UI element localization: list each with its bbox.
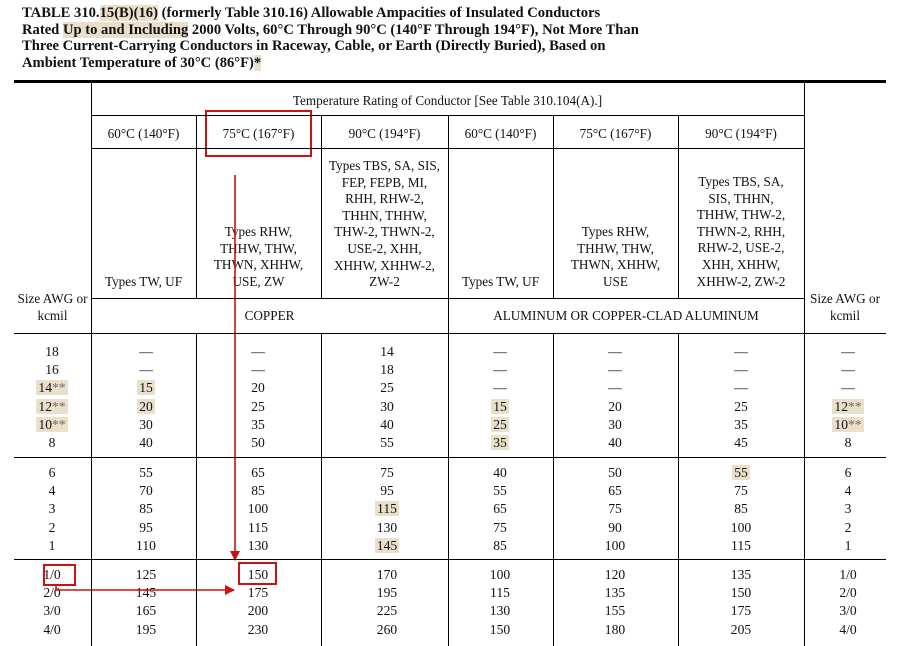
table-cell: 16	[45, 362, 59, 378]
table-cell: 130	[376, 519, 398, 535]
table-cell: 195	[376, 585, 398, 601]
rule-v-body-4	[678, 333, 679, 646]
temp-col-1: 60°C (140°F)	[107, 126, 180, 141]
rule-h-header-bottom	[14, 333, 886, 334]
table-cell: 95	[139, 519, 153, 535]
table-cell: 130	[489, 603, 511, 619]
table-cell: 8	[48, 434, 56, 450]
table-cell: 1	[844, 537, 852, 553]
rule-v-body-3	[553, 333, 554, 646]
table-cell: 150	[489, 621, 511, 637]
table-cell: 95	[380, 483, 394, 499]
temp-col-6: 90°C (194°F)	[705, 126, 777, 141]
table-cell: 85	[734, 501, 748, 517]
table-cell: 225	[376, 603, 398, 619]
table-cell: 6	[844, 465, 852, 480]
table-cell: 35	[251, 416, 265, 432]
table-cell: 165	[135, 603, 157, 619]
size-header-right: Size AWG or kcmil	[810, 291, 880, 323]
aluminum-label: ALUMINUM OR COPPER-CLAD ALUMINUM	[493, 308, 759, 323]
table-cell: —	[493, 380, 507, 396]
table-cell: 20	[251, 380, 265, 396]
rule-v-header-3	[553, 115, 554, 298]
table-cell: 130	[247, 537, 269, 553]
table-cell: 50	[251, 434, 265, 450]
table-cell: —	[734, 380, 748, 396]
table-cell: 1/0	[43, 567, 61, 582]
table-cell: 65	[608, 483, 622, 499]
table-cell: —	[608, 380, 622, 396]
table-cell: 145	[135, 585, 157, 601]
table-cell: 135	[604, 585, 626, 601]
table-cell: 135	[730, 567, 752, 582]
table-cell: 115	[731, 537, 751, 553]
types-col-1: Types TW, UF	[104, 274, 183, 289]
table-cell: 4	[844, 483, 852, 499]
table-cell: 3/0	[839, 603, 857, 619]
table-cell: 2/0	[839, 585, 857, 601]
table-cell: 20	[608, 398, 622, 414]
temp-col-4: 60°C (140°F)	[464, 126, 537, 141]
rule-v-size-left	[91, 83, 92, 646]
table-cell: 14	[380, 344, 394, 359]
table-cell: 110	[136, 537, 156, 553]
table-cell: 4/0	[43, 621, 61, 637]
table-cell: 15	[139, 380, 153, 396]
table-cell: 30	[380, 398, 394, 414]
table-cell: 40	[493, 465, 507, 480]
table-cell: 25	[493, 416, 507, 432]
table-cell: 115	[490, 585, 510, 601]
table-cell: 8	[844, 434, 852, 450]
types-col-2: Types RHW, THHW, THW, THWN, XHHW, USE, ZW	[213, 224, 304, 289]
table-cell: 3	[844, 501, 852, 517]
rule-v-header-1	[321, 115, 322, 298]
table-cell: —	[493, 362, 507, 378]
table-cell: 6	[48, 465, 56, 480]
table-cell: 30	[608, 416, 622, 432]
table-cell: —	[734, 362, 748, 378]
table-cell: 85	[251, 483, 265, 499]
table-cell: 1	[48, 537, 56, 553]
table-cell: 180	[604, 621, 626, 637]
temp-col-5: 75°C (167°F)	[579, 126, 652, 141]
rule-v-header-0	[196, 115, 197, 298]
table-cell: 230	[247, 621, 269, 637]
table-cell: 15	[493, 398, 507, 414]
rule-v-size-right	[804, 83, 805, 646]
table-cell: 115	[248, 519, 268, 535]
table-cell: 55	[734, 465, 748, 480]
table-cell: 100	[730, 519, 752, 535]
table-cell: 145	[376, 537, 398, 553]
table-cell: 2	[844, 519, 852, 535]
table-cell: 25	[251, 398, 265, 414]
table-cell: 170	[376, 567, 398, 582]
table-cell: —	[841, 362, 855, 378]
copper-label: COPPER	[244, 308, 295, 323]
rule-h-temp-rating	[91, 115, 804, 116]
table-cell: 150	[730, 585, 752, 601]
types-col-4: Types TW, UF	[461, 274, 540, 289]
temp-col-3: 90°C (194°F)	[348, 126, 421, 141]
table-cell: 55	[139, 465, 153, 480]
table-cell: 14**	[38, 380, 66, 396]
table-cell: 200	[247, 603, 269, 619]
table-cell: 175	[730, 603, 752, 619]
table-cell: —	[139, 344, 153, 359]
table-cell: 65	[251, 465, 265, 480]
rule-v-body-0	[196, 333, 197, 646]
table-cell: 100	[604, 537, 626, 553]
table-cell: 55	[493, 483, 507, 499]
table-cell: 70	[139, 483, 153, 499]
table-cell: 3	[48, 501, 56, 517]
table-cell: 260	[376, 621, 398, 637]
table-cell: 1/0	[839, 567, 857, 582]
types-col-3: Types TBS, SA, SIS, FEP, FEPB, MI, RHH, RHW-2, THHN, THHW, THW-2, THWN-2, USE-2, XHH, XHHW, XHHW-2, ZW-2	[329, 158, 440, 290]
table-cell: 75	[734, 483, 748, 499]
table-cell: 155	[604, 603, 626, 619]
title-prefix: TABLE 310.	[22, 5, 100, 21]
rule-v-body-2	[448, 333, 449, 646]
table-cell: 2	[48, 519, 56, 535]
table-cell: 4	[48, 483, 56, 499]
temp-rating-header: Temperature Rating of Conductor [See Table 310.104(A).]	[292, 93, 603, 108]
table-cell: 45	[734, 434, 748, 450]
table-cell: 3/0	[43, 603, 61, 619]
table-cell: 10**	[38, 416, 66, 432]
table-cell: 40	[380, 416, 394, 432]
table-cell: 25	[380, 380, 394, 396]
table-cell: 12**	[38, 398, 66, 414]
title-line2-a: Rated	[22, 21, 63, 38]
table-cell: 125	[135, 567, 157, 582]
table-cell: 75	[380, 465, 394, 480]
table-cell: 115	[377, 501, 397, 517]
rule-h-group-2	[14, 559, 886, 560]
title-line3: Three Current-Carrying Conductors in Raceway, Cable, or Earth (Directly Buried), Based on	[22, 38, 606, 55]
table-cell: 2/0	[43, 585, 61, 601]
table-cell: —	[841, 380, 855, 396]
table-cell: 85	[139, 501, 153, 517]
table-cell: 100	[489, 567, 511, 582]
table-cell: 55	[380, 434, 394, 450]
table-cell: —	[251, 362, 265, 378]
table-cell: 75	[608, 501, 622, 517]
table-cell: 10**	[834, 416, 862, 432]
table-cell: 12**	[834, 398, 862, 414]
table-cell: —	[251, 344, 265, 359]
table-cell: 18	[45, 344, 59, 359]
table-cell: 40	[139, 434, 153, 450]
table-cell: —	[608, 362, 622, 378]
title-number: 15(B)(16)	[99, 5, 158, 21]
table-cell: 205	[730, 621, 752, 637]
rule-h-temps	[91, 148, 804, 149]
title-asterisk: *	[253, 54, 262, 71]
rule-v-material-split	[448, 298, 449, 333]
table-cell: 18	[380, 362, 394, 378]
rule-v-header-4	[678, 115, 679, 298]
table-cell: —	[841, 344, 855, 359]
table-cell: 85	[493, 537, 507, 553]
title-line4: Ambient Temperature of 30°C (86°F)	[22, 54, 254, 71]
table-cell: 50	[608, 465, 622, 480]
size-header-left: Size AWG or kcmil	[17, 291, 88, 323]
rule-h-group-1	[14, 457, 886, 458]
table-cell: 20	[139, 398, 153, 414]
table-cell: 75	[493, 519, 507, 535]
table-cell: 65	[493, 501, 507, 517]
title-line2-highlight: Up to and Including	[62, 21, 189, 38]
table-cell: —	[493, 344, 507, 359]
table-cell: 35	[493, 434, 507, 450]
table-cell: 40	[608, 434, 622, 450]
temp-col-2: 75°C (167°F)	[222, 126, 295, 141]
table-cell: 35	[734, 416, 748, 432]
rule-h-types	[91, 298, 804, 299]
types-col-6: Types TBS, SA, SIS, THHN, THHW, THW-2, THWN-2, RHH, RHW-2, USE-2, XHH, XHHW, XHHW-2, ZW-2	[696, 174, 786, 289]
table-cell: —	[734, 344, 748, 359]
table-cell: 90	[608, 519, 622, 535]
rule-v-header-2	[448, 115, 449, 298]
table-cell: —	[139, 362, 153, 378]
table-cell: 150	[247, 567, 269, 582]
table-cell: 4/0	[839, 621, 857, 637]
rule-v-body-1	[321, 333, 322, 646]
title-formerly: (formerly Table 310.16) Allowable Ampacities of Insulated Conductors	[157, 5, 601, 21]
table-cell: —	[608, 344, 622, 359]
table-cell: 120	[604, 567, 626, 582]
table-cell: 25	[734, 398, 748, 414]
types-col-5: Types RHW, THHW, THW, THWN, XHHW, USE	[570, 224, 661, 289]
table-cell: 30	[139, 416, 153, 432]
title-line2-b: 2000 Volts, 60°C Through 90°C (140°F Through 194°F), Not More Than	[188, 21, 639, 38]
table-cell: 175	[247, 585, 269, 601]
table-cell: 195	[135, 621, 157, 637]
table-cell: 100	[247, 501, 269, 517]
